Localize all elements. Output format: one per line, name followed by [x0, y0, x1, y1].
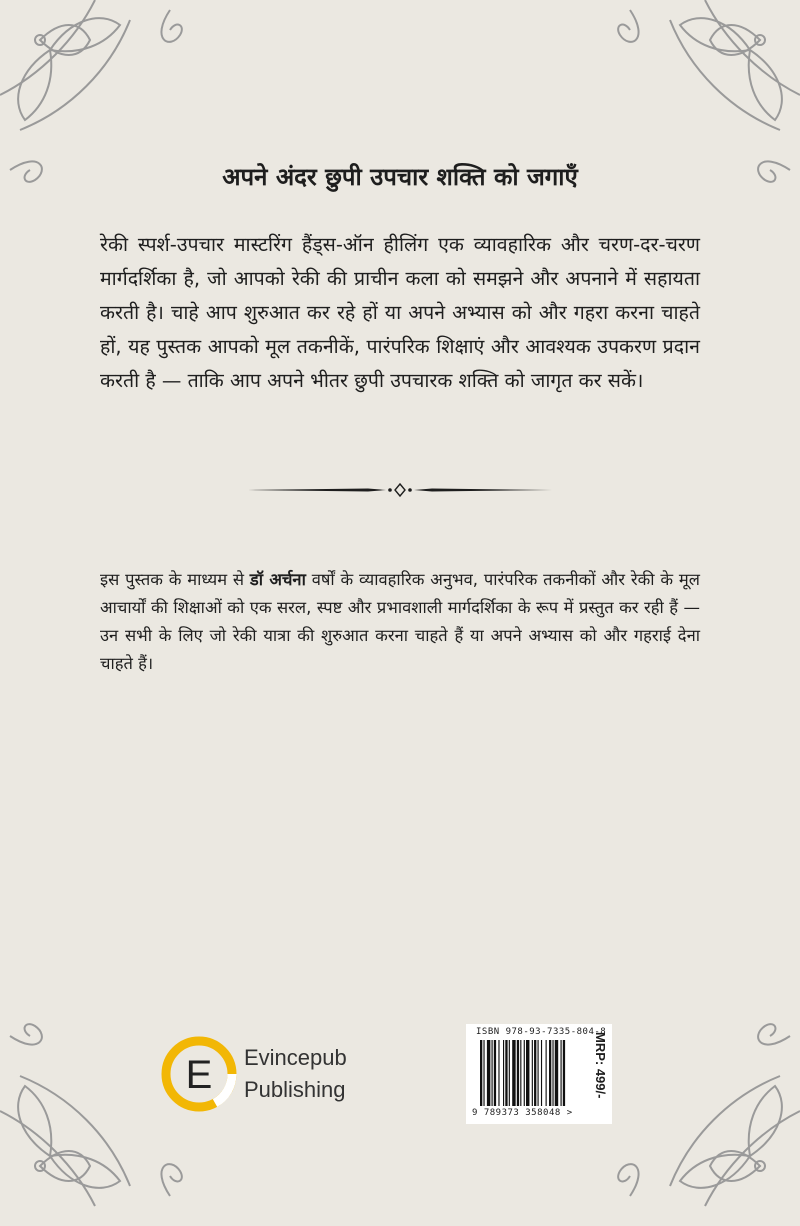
isbn-barcode	[466, 1024, 612, 1124]
publisher-name	[244, 1042, 347, 1106]
barcode-stripe	[483, 1040, 484, 1106]
barcode-stripe	[487, 1040, 490, 1106]
barcode-stripe	[532, 1040, 533, 1106]
author-paragraph-body: वर्षों के व्यावहारिक अनुभव, पारंपरिक तकनीकों और रेकी के मूल आचार्यों की शिक्षाओं को एक सरल, स्पष्ट और प्रभावशाली मार्गदर्शिका के रूप में प्रस्तुत कर रही हैं — उन सभी के लिए जो रेकी यात्रा की शुरुआत करना चाहते हैं या अपने अभ्यास को और गहराई देना चाहते हैं।	[100, 570, 700, 673]
publisher-name-line1: Evincepub	[244, 1045, 347, 1070]
barcode-stripe	[512, 1040, 515, 1106]
barcode-stripe	[561, 1040, 562, 1106]
isbn-label: ISBN 978-93-7335-804-8	[476, 1027, 607, 1037]
barcode-stripe	[498, 1040, 499, 1106]
barcode-stripe	[541, 1040, 542, 1106]
author-paragraph	[100, 566, 700, 678]
barcode-stripe	[549, 1040, 551, 1106]
logo-letter: E	[185, 1053, 213, 1097]
barcode-stripe	[494, 1040, 496, 1106]
barcode-stripe	[520, 1040, 521, 1106]
barcode-stripe	[546, 1040, 547, 1106]
author-name: डॉ अर्चना	[249, 570, 306, 589]
barcode-stripe	[492, 1040, 493, 1106]
barcode-stripe	[505, 1040, 507, 1106]
barcode-bars	[480, 1040, 584, 1106]
barcode-stripe	[503, 1040, 504, 1106]
headline: अपने अंदर छुपी उपचार शक्ति को जगाएँ	[222, 163, 578, 191]
barcode-stripe	[526, 1040, 529, 1106]
barcode-stripe	[524, 1040, 525, 1106]
mrp-price: MRP: 499/-	[593, 1032, 608, 1099]
barcode-stripe	[509, 1040, 510, 1106]
floral-ornament-bottom-right	[590, 996, 800, 1226]
author-paragraph-intro: इस पुस्तक के माध्यम से	[100, 570, 250, 589]
description-paragraph: रेकी स्पर्श-उपचार मास्टरिंग हैंड्स-ऑन हीलिंग एक व्यावहारिक और चरण-दर-चरण मार्गदर्शिका है, जो आपको रेकी की प्राचीन कला को समझने और अपनाने में सहायता करती है। चाहे आप शुरुआत कर रहे हों या अपने अभ्यास को और गहरा करना चाहते हों, यह पुस्तक आपको मूल तकनीकें, पारंपरिक शिक्षाएं और आवश्यक उपकरण प्रदान करती है — ताकि आप अपने भीतर छुपी उपचारक शक्ति को जागृत कर सकें।	[100, 233, 700, 392]
barcode-digits: 9 789373 358048 >	[472, 1108, 573, 1118]
barcode-stripe	[538, 1040, 539, 1106]
decorative-divider	[248, 480, 552, 500]
publisher-logo	[160, 1035, 347, 1113]
barcode-stripe	[517, 1040, 519, 1106]
barcode-stripe	[563, 1040, 565, 1106]
barcode-stripe	[480, 1040, 482, 1106]
barcode-stripe	[534, 1040, 536, 1106]
publisher-name-line2: Publishing	[244, 1077, 346, 1102]
barcode-stripe	[555, 1040, 558, 1106]
barcode-stripe	[552, 1040, 553, 1106]
evincepub-e-icon	[160, 1035, 238, 1113]
